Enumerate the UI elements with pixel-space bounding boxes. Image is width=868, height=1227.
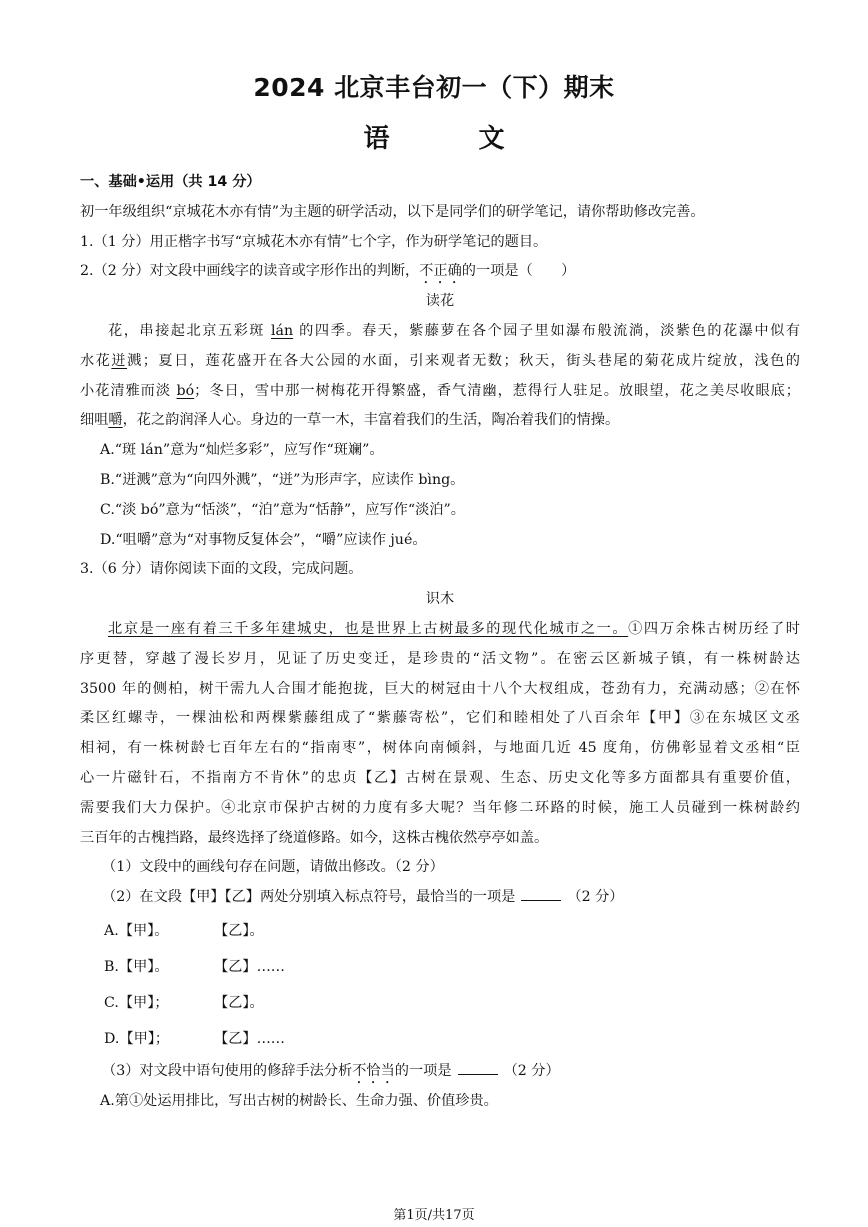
choice-jia: A.【甲】。 [104,922,169,939]
q2-option-a: A.“斑 lán”意为“灿烂多彩”，应写作“斑斓”。 [100,442,384,459]
page-footer: 第1页/共17页 [393,1208,475,1223]
q3-sub2-score: （2 分） [567,889,624,906]
passage-text: 小花清雅而淡 [80,382,177,399]
q3-sub2-choices [80,913,800,1057]
choice-yi: 【乙】…… [214,958,285,975]
passage-line: 柔区红螺寺，一棵油松和两棵紫藤组成了“紫藤寄松”，它们和睦相处了八百余年【甲】③在东城区文丞 [80,710,800,727]
passage-text: ；冬日，雪中那一树梅花开得繁盛，香气清幽，惹得行人驻足。放眼望，花之美尽收眼底； [194,382,800,399]
choice-row [80,913,800,949]
choice-row [80,1021,800,1057]
passage-title-dubua: 读花 [425,293,455,310]
q2-option-d: D.“咀嚼”意为“对事物反复体会”，“嚼”应读作 jué。 [100,531,427,548]
q2-option-c: C.“淡 bó”意为“恬淡”，“泊”意为“恬静”，应写作“淡泊”。 [100,501,465,518]
q3-sub1: （1）文段中的画线句存在问题，请做出修改。（2 分） [102,859,444,876]
passage-text: 溅；夏日，莲花盛开在各大公园的水面，引来观者无数；秋天，街头巷尾的菊花成片绽放，浅色的 [127,352,800,369]
q3-sub3-text: （3）对文段中语句使用的修辞手法分析 [102,1062,353,1079]
q2-stem-part: 2.（2 分）对文段中画线字的读音或字形作出的判断， [80,263,420,280]
underlined-term: lán [271,322,294,339]
question-3-stem: 3.（6 分）请你阅读下面的文段，完成问题。 [80,561,363,578]
choice-jia: B.【甲】。 [104,958,169,975]
choice-jia: D.【甲】； [104,1030,170,1047]
question-2-stem [80,257,800,287]
exam-content [80,168,800,1117]
emphasis-not-correct: 不正确 [419,263,462,280]
passage-title-shimu: 识木 [425,591,455,608]
passage-line [80,317,800,347]
q3-sub3 [80,1057,800,1087]
passage-text: ①四万余株古树历经了时 [628,620,800,637]
underlined-sentence: 北京是一座有着三千多年建城史，也是世界上古树最多的现代化城市之一。 [108,620,629,637]
q2-stem-part: 的一项是（ ） [461,263,576,280]
choice-row [80,949,800,985]
q3-sub2 [80,883,800,913]
question-1: 1.（1 分）用正楷字书写“京城花木亦有情”七个字，作为研学笔记的题目。 [80,233,548,250]
section-intro: 初一年级组织“京城花木亦有情”为主题的研学活动，以下是同学们的研学笔记，请你帮助修改完善。 [80,203,705,220]
passage-text: 花，串接起北京五彩斑 [108,322,272,339]
q3-sub2-text: （2）在文段【甲】【乙】两处分别填入标点符号，最恰当的一项是 [102,889,516,906]
passage-line: 心一片磁针石，不指南方不肯休”的忠贞【乙】古树在景观、生态、历史文化等多方面都具有重要价值， [80,769,800,786]
section-heading: 一、基础•运用（共 14 分） [80,174,261,190]
passage-line: 3500 年的侧柏，树干需九人合围才能抱拢，巨大的树冠由十八个大杈组成，苍劲有力，充满动感；②在怀 [80,680,800,697]
underlined-term: 嚼 [108,412,123,429]
passage-text: 细咀 [80,412,109,429]
passage-line [80,406,800,436]
passage-line: 三百年的古槐挡路，最终选择了绕道修路。如今，这株古槐依然亭亭如盖。 [80,829,549,846]
q3-sub3-score: （2 分） [503,1062,560,1079]
answer-blank [521,886,561,901]
passage-line: 需要我们大力保护。④北京市保护古树的力度有多大呢？当年修二环路的时候，施工人员碰到一株树龄约 [80,799,800,816]
passage-text: 的四季。春天，紫藤萝在各个园子里如瀑布般流淌，淡紫色的花瀑中似有 [293,322,801,339]
passage-line: 相祠，有一株树龄七百年左右的“指南枣”，树体向南倾斜，与地面几近 45 度角，仿佛彰显着文丞相“臣 [80,740,800,757]
subject-title: 语 文 [363,124,545,154]
emphasis-not-appropriate: 不恰当 [352,1062,395,1079]
passage-text: ，花之韵润泽人心。身边的一草一木，丰富着我们的生活，陶冶着我们的情操。 [122,412,620,429]
passage-line [80,347,800,377]
answer-blank [458,1060,498,1075]
passage-text: 水花 [80,352,112,369]
passage-line: 序更替，穿越了漫长岁月，见证了历史变迁，是珍贵的“活文物”。在密云区新城子镇，有一株树龄达 [80,650,800,667]
choice-jia: C.【甲】； [104,994,169,1011]
q3-sub3-text: 的一项是 [394,1062,452,1079]
choice-yi: 【乙】…… [214,1030,285,1047]
choice-yi: 【乙】。 [214,994,264,1011]
passage-line [80,615,800,645]
underlined-term: bó [176,382,195,399]
exam-title: 2024 北京丰台初一（下）期末 [253,73,615,102]
choice-yi: 【乙】。 [214,922,264,939]
choice-row [80,985,800,1021]
q3-sub3-option-a: A.第①处运用排比，写出古树的树龄长、生命力强、价值珍贵。 [100,1092,498,1109]
underlined-term: 迸 [111,352,128,369]
q2-option-b: B.“迸溅”意为“向四外溅”，“迸”为形声字，应读作 bìng。 [100,471,465,488]
passage-line [80,377,800,407]
